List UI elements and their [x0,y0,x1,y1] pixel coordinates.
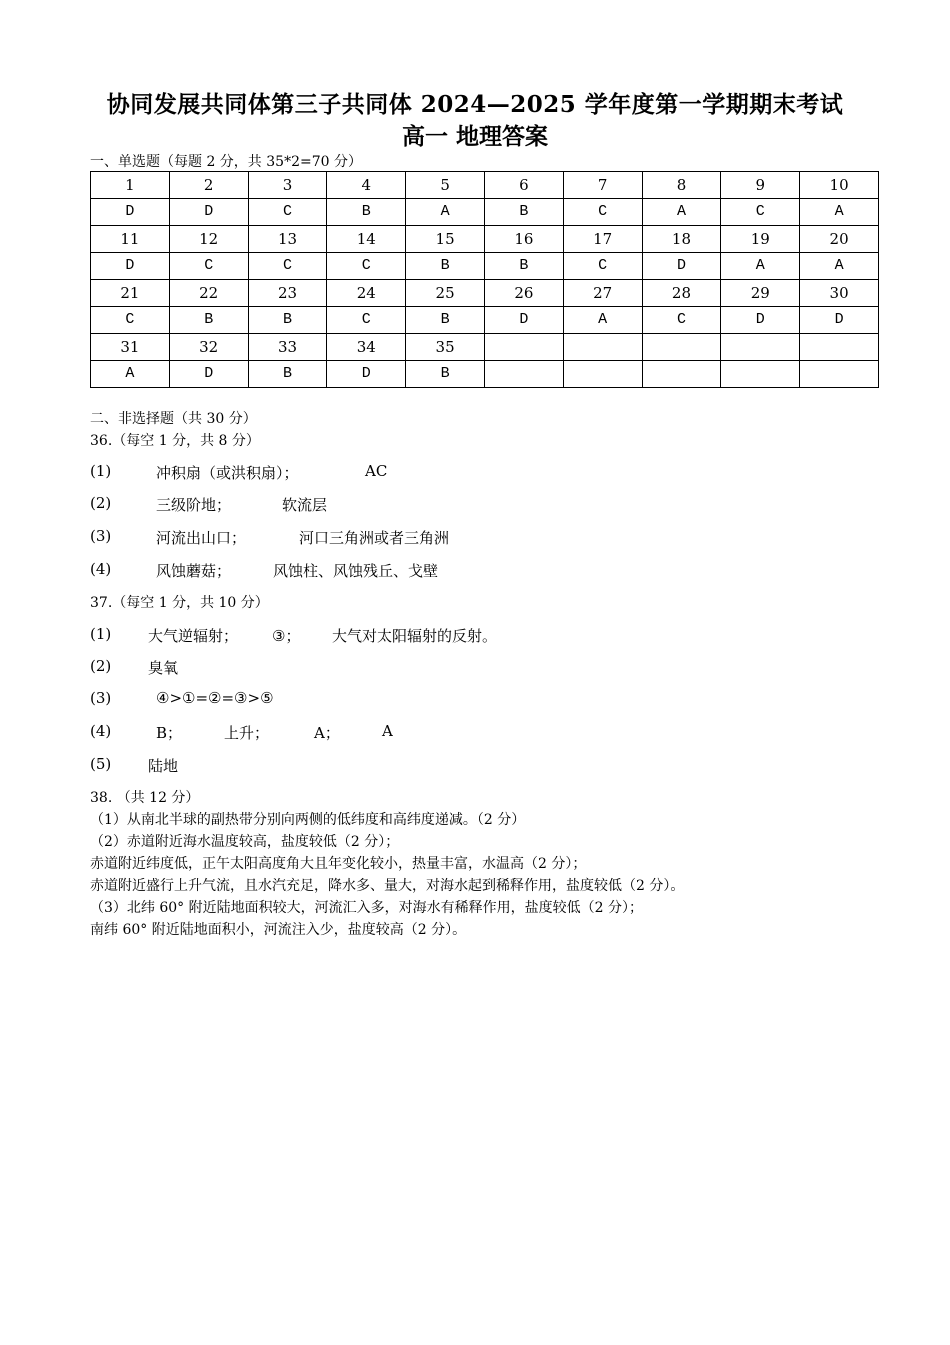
answer-cell: B [248,307,327,334]
question-number-cell [800,334,879,361]
question-number-cell: 32 [169,334,248,361]
answer-cell: D [169,361,248,388]
q36-answer: 软流层 [282,496,328,514]
answer-cell [563,361,642,388]
q37-answer: 大气逆辐射； [148,627,239,645]
question-number-cell: 8 [642,172,721,199]
question-number-cell [721,334,800,361]
q36-answer: 风蚀柱、风蚀残丘、戈壁 [273,562,439,580]
answer-cell: B [169,307,248,334]
answer-cell: C [248,253,327,280]
q36-answer: 风蚀蘑菇； [156,562,232,580]
answer-cell [484,361,563,388]
q38-line: （2）赤道附近海水温度较高，盐度较低（2 分）； [90,834,400,850]
question-number-cell: 11 [91,226,170,253]
answer-row [91,199,879,226]
answer-cell: C [327,253,406,280]
q37-answer: 大气对太阳辐射的反射。 [332,627,498,645]
q37-answer: ④>①=②=③>⑤ [156,689,274,707]
q36-heading: 36.（每空 1 分，共 8 分） [90,433,260,449]
answer-cell: B [327,199,406,226]
question-number-cell: 33 [248,334,327,361]
q38-line: （3）北纬 60° 附近陆地面积较大，河流汇入多，对海水有稀释作用，盐度较低（2 分）； [90,900,643,916]
answer-cell: A [800,253,879,280]
answer-cell: D [327,361,406,388]
answer-cell: A [91,361,170,388]
question-number-cell: 9 [721,172,800,199]
q38-line: 赤道附近盛行上升气流，且水汽充足，降水多、量大，对海水起到稀释作用，盐度较低（2 分）。 [90,878,685,894]
question-number-cell: 34 [327,334,406,361]
q36-item-label: (4) [90,560,112,578]
section1-heading: 一、单选题（每题 2 分，共 35*2=70 分） [90,154,362,170]
answer-cell: C [563,199,642,226]
question-number-cell: 21 [91,280,170,307]
section2-heading: 二、非选择题（共 30 分） [90,411,257,427]
answer-cell: C [721,199,800,226]
answer-cell [642,361,721,388]
question-number-cell: 22 [169,280,248,307]
answer-cell: D [169,199,248,226]
answer-cell: D [721,307,800,334]
answer-cell: D [484,307,563,334]
answer-cell: C [642,307,721,334]
answer-cell [721,361,800,388]
question-number-cell: 16 [484,226,563,253]
answer-cell: A [406,199,485,226]
question-number-cell [642,334,721,361]
answer-cell: A [642,199,721,226]
answer-cell: B [406,253,485,280]
answer-cell: C [169,253,248,280]
q37-item-label: (3) [90,689,112,707]
q37-answer: 上升； [224,724,270,742]
answer-cell: C [91,307,170,334]
q38-line: 赤道附近纬度低，正午太阳高度角大且年变化较小，热量丰富，水温高（2 分）； [90,856,587,872]
answer-cell: D [642,253,721,280]
question-number-cell: 17 [563,226,642,253]
question-number-cell [563,334,642,361]
q38-heading: 38. （共 12 分） [90,790,200,806]
question-number-row [91,280,879,307]
q36-item-label: (1) [90,462,112,480]
q37-heading: 37.（每空 1 分，共 10 分） [90,595,269,611]
question-number-row [91,172,879,199]
answer-row [91,307,879,334]
question-number-cell: 5 [406,172,485,199]
question-number-cell: 29 [721,280,800,307]
q37-answer: A； [314,724,340,742]
answer-cell: A [563,307,642,334]
question-number-cell: 7 [563,172,642,199]
question-number-cell: 23 [248,280,327,307]
q37-item-label: (5) [90,755,112,773]
exam-title: 协同发展共同体第三子共同体 2024—2025 学年度第一学期期末考试 [106,91,844,118]
question-number-cell: 20 [800,226,879,253]
question-number-cell: 30 [800,280,879,307]
question-number-cell: 25 [406,280,485,307]
q37-item-label: (2) [90,657,112,675]
question-number-cell: 14 [327,226,406,253]
answer-cell: C [327,307,406,334]
question-number-cell: 15 [406,226,485,253]
question-number-cell [484,334,563,361]
answer-cell [800,361,879,388]
q37-item-label: (1) [90,625,112,643]
q37-answer: A [382,722,393,740]
question-number-cell: 24 [327,280,406,307]
question-number-cell: 31 [91,334,170,361]
question-number-cell: 10 [800,172,879,199]
answer-cell: D [91,253,170,280]
exam-subtitle: 高一 地理答案 [401,123,548,150]
q36-item-label: (2) [90,494,112,512]
q37-answer: ③； [272,627,301,645]
answer-cell: B [484,199,563,226]
answer-cell: C [563,253,642,280]
question-number-cell: 6 [484,172,563,199]
q36-answer: AC [365,462,388,480]
q38-line: 南纬 60° 附近陆地面积小，河流注入少，盐度较高（2 分）。 [90,922,467,938]
question-number-cell: 12 [169,226,248,253]
question-number-cell: 26 [484,280,563,307]
answer-row [91,361,879,388]
q36-answer: 河流出山口； [156,529,247,547]
answer-table [90,171,879,388]
question-number-cell: 35 [406,334,485,361]
answer-cell: C [248,199,327,226]
q36-item-label: (3) [90,527,112,545]
q36-answer: 三级阶地； [156,496,232,514]
q36-answer: 河口三角洲或者三角洲 [299,529,450,547]
answer-cell: B [248,361,327,388]
answer-cell: A [800,199,879,226]
q36-answer: 冲积扇（或洪积扇）； [156,464,299,482]
answer-cell: B [406,361,485,388]
question-number-row [91,334,879,361]
question-number-cell: 18 [642,226,721,253]
question-number-cell: 2 [169,172,248,199]
answer-cell: A [721,253,800,280]
q38-line: （1）从南北半球的副热带分别向两侧的低纬度和高纬度递减。（2 分） [90,812,526,828]
question-number-cell: 19 [721,226,800,253]
answer-cell: D [800,307,879,334]
q37-answer: 臭氧 [148,659,179,677]
question-number-cell: 13 [248,226,327,253]
question-number-cell: 4 [327,172,406,199]
question-number-row [91,226,879,253]
q37-answer: 陆地 [148,757,179,775]
answer-cell: B [484,253,563,280]
answer-row [91,253,879,280]
question-number-cell: 27 [563,280,642,307]
answer-cell: B [406,307,485,334]
question-number-cell: 1 [91,172,170,199]
answer-cell: D [91,199,170,226]
question-number-cell: 28 [642,280,721,307]
q37-answer: B； [156,724,183,742]
q37-item-label: (4) [90,722,112,740]
question-number-cell: 3 [248,172,327,199]
